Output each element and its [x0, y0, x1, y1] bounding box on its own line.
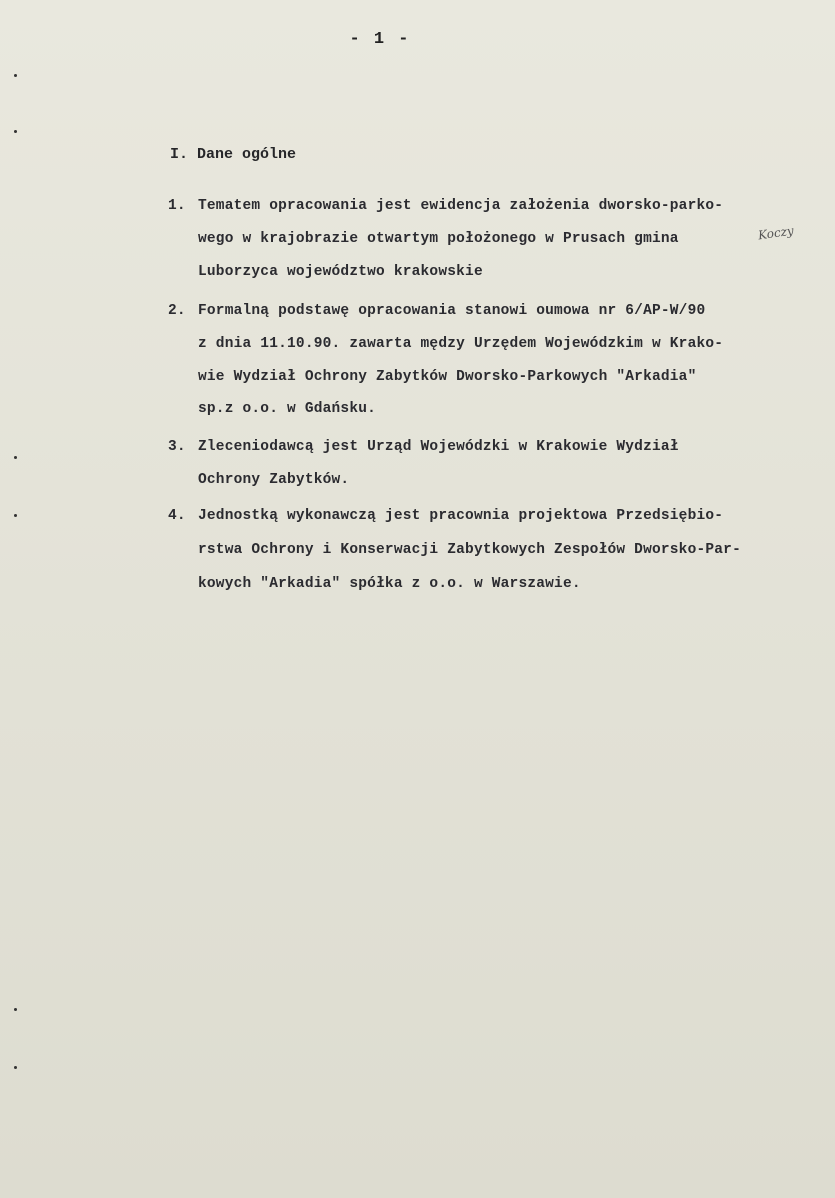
- item-line: Luborzyca województwo krakowskie: [198, 264, 483, 280]
- list-item: [168, 439, 679, 455]
- item-number: 3.: [168, 439, 186, 455]
- item-line: kowych "Arkadia" spółka z o.o. w Warszawie.: [198, 576, 581, 592]
- margin-dot: [14, 514, 17, 517]
- item-line: Tematem opracowania jest ewidencja założenia dworsko-parko-: [198, 198, 724, 214]
- item-line: wego w krajobrazie otwartym położonego w Prusach gmina: [198, 231, 679, 247]
- item-line: rstwa Ochrony i Konserwacji Zabytkowych Zespołów Dworsko-Par-: [198, 542, 741, 558]
- item-line: Ochrony Zabytków.: [198, 472, 350, 488]
- section-heading: I. Dane ogólne: [170, 146, 297, 163]
- item-line: Jednostką wykonawczą jest pracownia projektowa Przedsiębio-: [198, 508, 724, 524]
- margin-dot: [14, 456, 17, 459]
- item-line: wie Wydział Ochrony Zabytków Dworsko-Parkowych "Arkadia": [198, 369, 697, 385]
- handwritten-margin-note: Koczy: [757, 223, 795, 243]
- margin-dot: [14, 1066, 17, 1069]
- item-number: 1.: [168, 198, 186, 214]
- margin-dot: [14, 1008, 17, 1011]
- list-item: [168, 508, 723, 524]
- margin-dot: [14, 130, 17, 133]
- item-line: Formalną podstawę opracowania stanowi oumowa nr 6/AP-W/90: [198, 303, 706, 319]
- list-item: [168, 303, 705, 319]
- item-number: 2.: [168, 303, 186, 319]
- item-number: 4.: [168, 508, 186, 524]
- page-number: - 1 -: [349, 30, 411, 49]
- margin-dot: [14, 74, 17, 77]
- item-line: z dnia 11.10.90. zawarta mędzy Urzędem Wojewódzkim w Krako-: [198, 336, 724, 352]
- item-line: Zleceniodawcą jest Urząd Wojewódzki w Krakowie Wydział: [198, 439, 679, 455]
- item-line: sp.z o.o. w Gdańsku.: [198, 401, 377, 417]
- list-item: [168, 198, 723, 214]
